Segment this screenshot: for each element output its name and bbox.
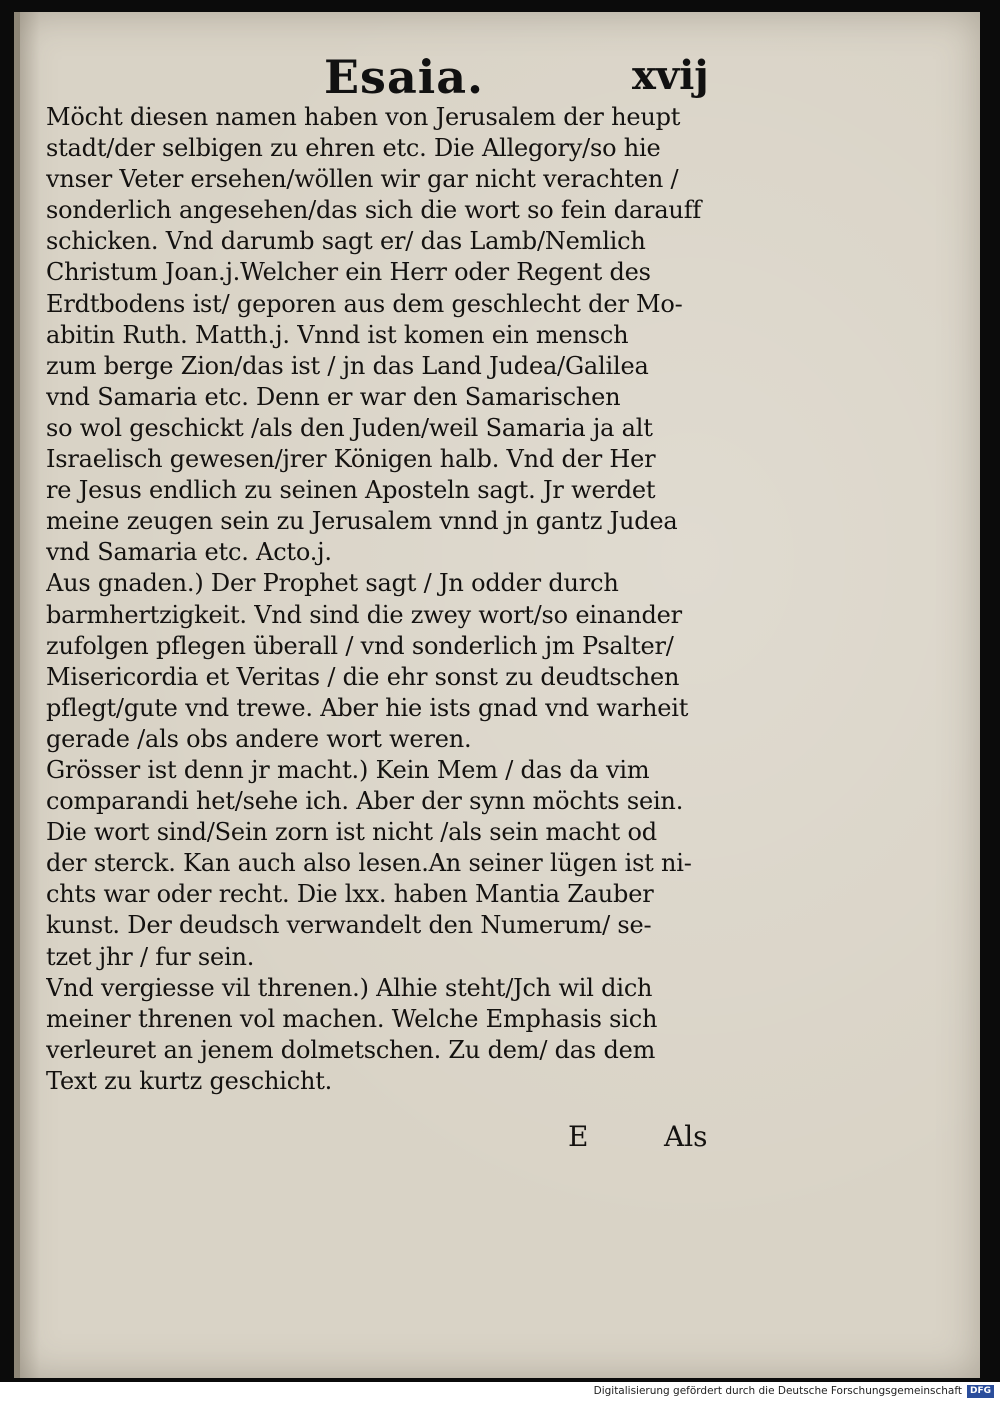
text-line: tzet jhr / fur sein. [46, 942, 255, 971]
text-line: sonderlich angesehen/das sich die wort so fein darauff [46, 196, 702, 225]
text-line: Misericordia et Veritas / die ehr sonst zu deudtschen [46, 662, 680, 691]
text-line: meine zeugen sein zu Jerusalem vnnd jn gantz Judea [46, 507, 678, 536]
text-line: re Jesus endlich zu seinen Aposteln sagt. Jr werdet [46, 476, 656, 505]
text-line: kunst. Der deudsch verwandelt den Numerum/ se- [46, 911, 652, 940]
text-line: so wol geschickt /als den Juden/weil Samaria ja alt [46, 413, 653, 442]
text-line: stadt/der selbigen zu ehren etc. Die Allegory/so hie [46, 134, 661, 163]
text-line: barmhertzigkeit. Vnd sind die zwey wort/so einander [46, 600, 682, 629]
text-line: vnd Samaria etc. Denn er war den Samarischen [46, 382, 621, 411]
text-line: Grösser ist denn jr macht.) Kein Mem / das da vim [46, 755, 650, 784]
folio-number: xvij [632, 52, 709, 99]
text-line: Möcht diesen namen haben von Jerusalem der heupt [46, 103, 681, 131]
text-line: Erdtbodens ist/ geporen aus dem geschlecht der Mo- [46, 289, 683, 318]
text-line: Aus gnaden.) Der Prophet sagt / Jn odder durch [46, 569, 619, 598]
footer-bar [0, 1382, 1000, 1402]
body-text [46, 102, 726, 1097]
text-line: vnd Samaria etc. Acto.j. [46, 538, 332, 567]
dfg-logo: DFG [967, 1385, 994, 1398]
text-line: Text zu kurtz geschicht. [46, 1066, 333, 1095]
text-line: comparandi het/sehe ich. Aber der synn möchts sein. [46, 787, 684, 816]
funding-credit: Digitalisierung gefördert durch die Deutsche Forschungsgemeinschaft [593, 1385, 962, 1397]
text-line: Die wort sind/Sein zorn ist nicht /als sein macht od [46, 818, 657, 847]
text-line: zum berge Zion/das ist / jn das Land Judea/Galilea [46, 351, 649, 380]
text-line: Christum Joan.j.Welcher ein Herr oder Regent des [46, 258, 651, 287]
text-line: Vnd vergiesse vil threnen.) Alhie steht/Jch wil dich [46, 973, 653, 1002]
text-line: abitin Ruth. Matth.j. Vnnd ist komen ein mensch [46, 320, 629, 349]
text-line: Israelisch gewesen/jrer Königen halb. Vnd der Her [46, 445, 656, 474]
text-line: meiner threnen vol machen. Welche Emphasis sich [46, 1004, 658, 1033]
running-head: Esaia. [324, 50, 485, 104]
text-line: schicken. Vnd darumb sagt er/ das Lamb/Nemlich [46, 227, 646, 256]
book-page [14, 12, 980, 1378]
text-line: verleuret an jenem dolmetschen. Zu dem/ das dem [46, 1035, 656, 1064]
text-line: zufolgen pflegen überall / vnd sonderlich jm Psalter/ [46, 631, 674, 660]
text-line: pflegt/gute vnd trewe. Aber hie ists gnad vnd warheit [46, 693, 689, 722]
text-line: chts war oder recht. Die lxx. haben Mantia Zauber [46, 880, 654, 909]
text-line: vnser Veter ersehen/wöllen wir gar nicht verachten / [46, 165, 679, 194]
text-line: der sterck. Kan auch also lesen.An seiner lügen ist ni- [46, 849, 692, 878]
catchword: Als [664, 1120, 708, 1153]
page-gutter-edge [14, 12, 20, 1378]
signature-mark: E [568, 1120, 589, 1153]
text-line: gerade /als obs andere wort weren. [46, 724, 472, 753]
